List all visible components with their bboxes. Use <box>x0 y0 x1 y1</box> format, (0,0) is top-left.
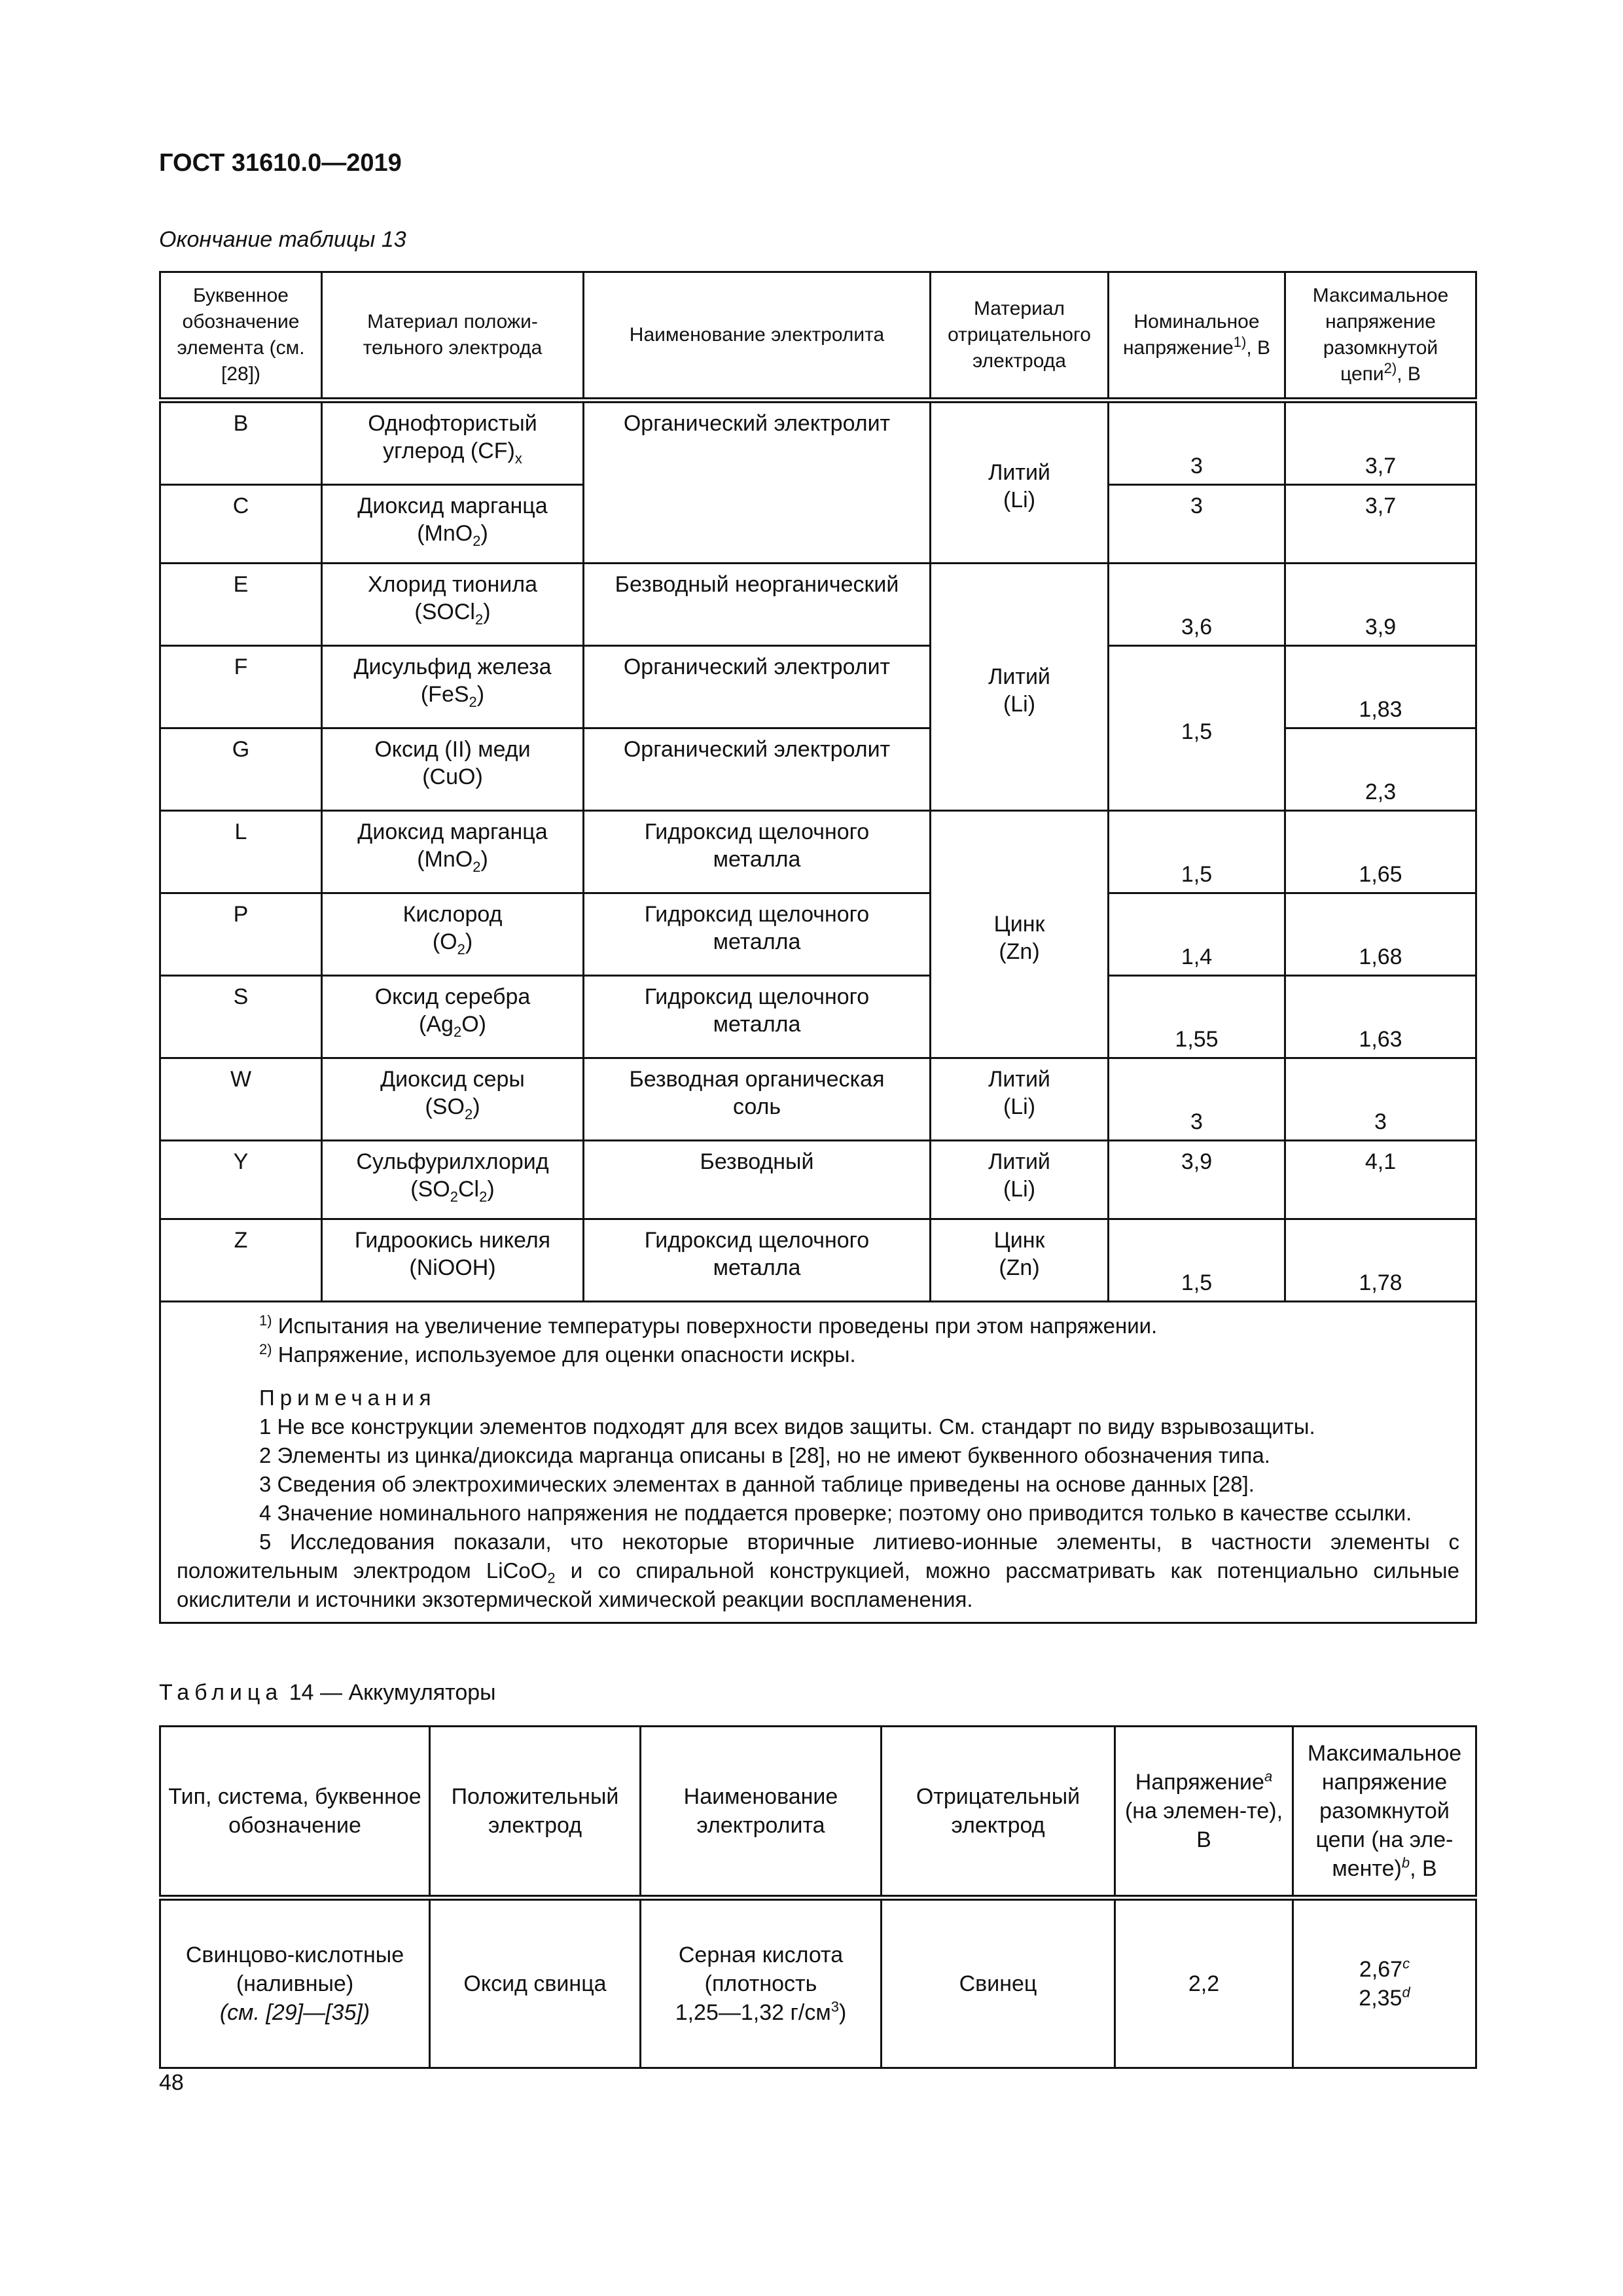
cell-positive: Оксид серебра $(Ag_2O)$ <box>322 976 584 1058</box>
cell-electrolyte: Безводный неорганический <box>584 564 931 646</box>
table-row <box>160 646 1476 728</box>
cell-electrolyte: Гидроксид щелочного металла <box>584 1219 931 1302</box>
table-header-row <box>160 1727 1476 1898</box>
note-4: 4 Значение номинального напряжения не поддается проверке; поэтому оно приводится только в качестве ссылки. <box>259 1501 1412 1525</box>
cell-negative: Литий (Li) <box>931 401 1109 564</box>
col-header-type: Тип, система, буквенное обозначение <box>160 1727 430 1898</box>
footnote-1: $^{1)}$ Испытания на увеличение температуры поверхности проведены при этом напряжении. <box>259 1312 1158 1338</box>
note-3: 3 Сведения об электрохимических элементах в данной таблице приведены на основе данных [28]. <box>259 1472 1255 1496</box>
cell-negative: Свинец <box>882 1898 1115 2068</box>
cell-electrolyte: Органический электролит <box>584 646 931 728</box>
col-header-negative: Материал отрицательного электрода <box>931 272 1109 401</box>
cell-nominal: 1,5 <box>1109 1219 1285 1302</box>
table-row <box>160 401 1476 485</box>
cell-electrolyte: Органический электролит <box>584 728 931 811</box>
footnote-2: $^{2)}$ Напряжение, используемое для оценки опасности искры. <box>259 1341 856 1367</box>
table-row <box>160 1058 1476 1141</box>
cell-positive: Оксид свинца <box>430 1898 641 2068</box>
table-13 <box>159 271 1477 1624</box>
cell-max: 2,67$^c$ 2,35$^d$ <box>1293 1898 1476 2068</box>
cell-positive: Оксид (II) меди (CuO) <box>322 728 584 811</box>
page-number: 48 <box>159 2070 184 2095</box>
cell-nominal: 3 <box>1109 1058 1285 1141</box>
table-row <box>160 811 1476 893</box>
cell-code: G <box>160 728 322 811</box>
cell-negative: Цинк (Zn) <box>931 811 1109 1058</box>
cell-positive: Диоксид серы $(SO_2)$ <box>322 1058 584 1141</box>
col-header-nominal: Номинальное напряжение$^{1)}$, В <box>1109 272 1285 401</box>
notes-title: Примечания <box>259 1386 437 1410</box>
table-row <box>160 893 1476 976</box>
cell-positive: Однофтористый углерод $(CF)_x$ <box>322 401 584 485</box>
cell-max: 1,68 <box>1285 893 1476 976</box>
col-header-electrolyte: Наименование электролита <box>641 1727 882 1898</box>
cell-type: Свинцово-кислотные (наливные) (см. [29]—[35]) <box>160 1898 430 2068</box>
cell-code: C <box>160 485 322 564</box>
cell-nominal: 1,5 <box>1109 811 1285 893</box>
cell-electrolyte: Гидроксид щелочного металла <box>584 976 931 1058</box>
table-row <box>160 1141 1476 1219</box>
table-row <box>160 564 1476 646</box>
cell-code: E <box>160 564 322 646</box>
cell-code: P <box>160 893 322 976</box>
notes-row <box>160 1302 1476 1623</box>
table-row <box>160 976 1476 1058</box>
cell-max: 2,3 <box>1285 728 1476 811</box>
cell-code: L <box>160 811 322 893</box>
cell-positive: Дисульфид железа (FeS$_2$) <box>322 646 584 728</box>
cell-negative: Цинк (Zn) <box>931 1219 1109 1302</box>
table14-caption: Таблица 14 — Аккумуляторы <box>159 1680 496 1705</box>
table-row <box>160 1898 1476 2068</box>
cell-max: 3,7 <box>1285 485 1476 564</box>
note-2: 2 Элементы из цинка/диоксида марганца описаны в [28], но не имеют буквенного обозначения типа. <box>259 1443 1270 1467</box>
cell-nominal: 3 <box>1109 485 1285 564</box>
cell-positive: Сульфурилхлорид $(SO_2Cl_2)$ <box>322 1141 584 1219</box>
table-notes <box>160 1302 1476 1623</box>
col-header-electrolyte: Наименование электролита <box>584 272 931 401</box>
cell-electrolyte: Гидроксид щелочного металла <box>584 811 931 893</box>
col-header-voltage: Напряжение$^a$ (на элемен-те), В <box>1115 1727 1293 1898</box>
cell-negative: Литий (Li) <box>931 1141 1109 1219</box>
cell-positive: Кислород $(O_2)$ <box>322 893 584 976</box>
cell-code: Z <box>160 1219 322 1302</box>
cell-positive: Гидроокись никеля (NiOOH) <box>322 1219 584 1302</box>
cell-code: W <box>160 1058 322 1141</box>
note-1: 1 Не все конструкции элементов подходят для всех видов защиты. См. стандарт по виду взрывозащиты. <box>259 1414 1315 1439</box>
cell-positive: Диоксид марганца (MnO$_2$) <box>322 811 584 893</box>
cell-max: 1,63 <box>1285 976 1476 1058</box>
cell-negative: Литий (Li) <box>931 564 1109 811</box>
cell-max: 1,83 <box>1285 646 1476 728</box>
col-header-positive: Материал положи-тельного электрода <box>322 272 584 401</box>
cell-code: S <box>160 976 322 1058</box>
cell-max: 1,78 <box>1285 1219 1476 1302</box>
cell-electrolyte: Серная кислота (плотность 1,25—1,32 $г/см^3$) <box>641 1898 882 2068</box>
table-14 <box>159 1725 1477 2069</box>
cell-max: 4,1 <box>1285 1141 1476 1219</box>
cell-nominal: 1,5 <box>1109 646 1285 811</box>
cell-voltage: 2,2 <box>1115 1898 1293 2068</box>
col-header-max: Максимальное напряжение разомкнутой цепи (на эле-менте)$^b$, В <box>1293 1727 1476 1898</box>
cell-electrolyte: Безводный <box>584 1141 931 1219</box>
cell-nominal: 3,6 <box>1109 564 1285 646</box>
note-5: 5 Исследования показали, что некоторые вторичные литиево-ионные элементы, в частности элементы с положительным электродом LiCoO$_2$ и со спиральной конструкцией, можно рассматривать как потенциально сильные окислители и источники экзотермической химической реакции воспламенения. <box>177 1530 1459 1611</box>
cell-positive: Хлорид тионила (SOCl$_2$) <box>322 564 584 646</box>
col-header-positive: Положительный электрод <box>430 1727 641 1898</box>
cell-electrolyte: Органический электролит <box>584 401 931 564</box>
cell-electrolyte: Гидроксид щелочного металла <box>584 893 931 976</box>
col-header-max: Максимальное напряжение разомкнутой цепи$^{2)}$, В <box>1285 272 1476 401</box>
col-header-code: Буквенное обозначение элемента (см. [28]) <box>160 272 322 401</box>
table-row <box>160 1219 1476 1302</box>
cell-code: Y <box>160 1141 322 1219</box>
cell-max: 3,7 <box>1285 401 1476 485</box>
cell-max: 3 <box>1285 1058 1476 1141</box>
cell-electrolyte: Безводная органическая соль <box>584 1058 931 1141</box>
table-header-row <box>160 272 1476 401</box>
document-header: ГОСТ 31610.0—2019 <box>159 149 402 177</box>
cell-max: 3,9 <box>1285 564 1476 646</box>
cell-nominal: 3,9 <box>1109 1141 1285 1219</box>
cell-max: 1,65 <box>1285 811 1476 893</box>
table13-caption: Окончание таблицы 13 <box>159 227 406 252</box>
cell-negative: Литий (Li) <box>931 1058 1109 1141</box>
cell-nominal: 3 <box>1109 401 1285 485</box>
cell-positive: Диоксид марганца (MnO$_2$) <box>322 485 584 564</box>
cell-nominal: 1,4 <box>1109 893 1285 976</box>
col-header-negative: Отрицательный электрод <box>882 1727 1115 1898</box>
cell-code: B <box>160 401 322 485</box>
cell-nominal: 1,55 <box>1109 976 1285 1058</box>
cell-code: F <box>160 646 322 728</box>
